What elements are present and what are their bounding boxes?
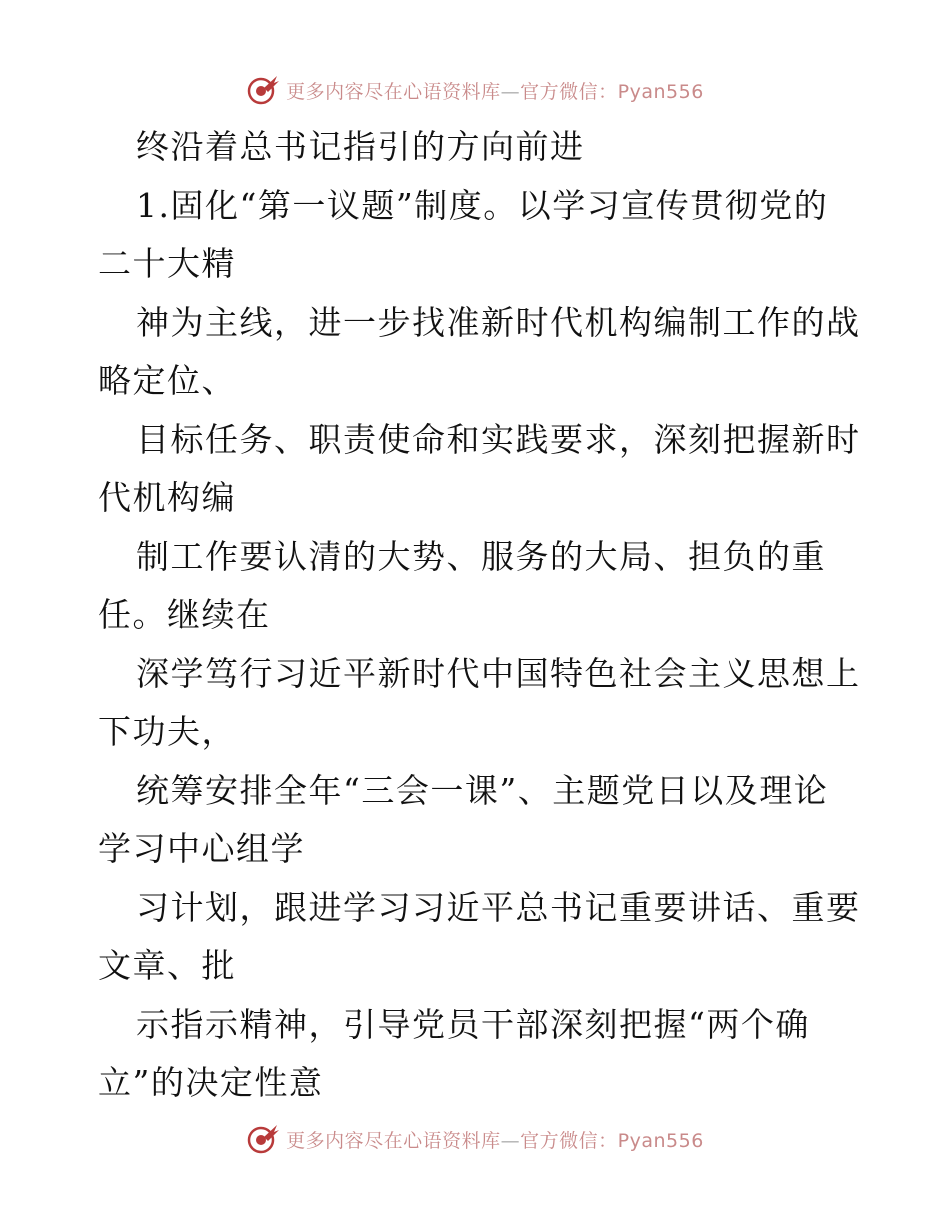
feather-pen-logo-icon: [246, 1122, 280, 1156]
text-line: 文章、批: [98, 946, 236, 985]
text-line: 示指示精神，引导党员干部深刻把握“两个确: [136, 1004, 810, 1044]
text-line: 立”的决定性意: [98, 1063, 324, 1102]
footer-banner-text: 更多内容尽在心语资料库—官方微信：Pyan556: [286, 1129, 704, 1152]
text-line: 统筹安排全年“三会一课”、主题党日以及理论: [136, 770, 829, 810]
header-banner-text: 更多内容尽在心语资料库—官方微信：Pyan556: [286, 80, 704, 103]
text-line: 神为主线，进一步找准新时代机构编制工作的战: [136, 302, 861, 342]
text-line: 略定位、: [98, 361, 236, 400]
text-line: 下功夫，: [98, 712, 236, 751]
text-line: 代机构编: [98, 478, 236, 517]
header-banner: [0, 70, 950, 110]
document-body: [98, 118, 861, 1113]
text-line: 学习中心组学: [98, 829, 305, 868]
text-line: 目标任务、职责使命和实践要求，深刻把握新时: [136, 419, 861, 459]
feather-pen-logo-icon: [246, 73, 280, 107]
text-line: 深学笃行习近平新时代中国特色社会主义思想上: [136, 653, 861, 693]
text-line: 习计划，跟进学习习近平总书记重要讲话、重要: [136, 887, 861, 927]
footer-banner: [0, 1119, 950, 1159]
text-line: 1.固化“第一议题”制度。以学习宣传贯彻党的: [136, 185, 829, 225]
text-line: 制工作要认清的大势、服务的大局、担负的重: [136, 536, 826, 576]
text-line: 终沿着总书记指引的方向前进: [136, 127, 585, 166]
text-line: 任。继续在: [98, 595, 271, 634]
text-line: 二十大精: [98, 244, 236, 283]
